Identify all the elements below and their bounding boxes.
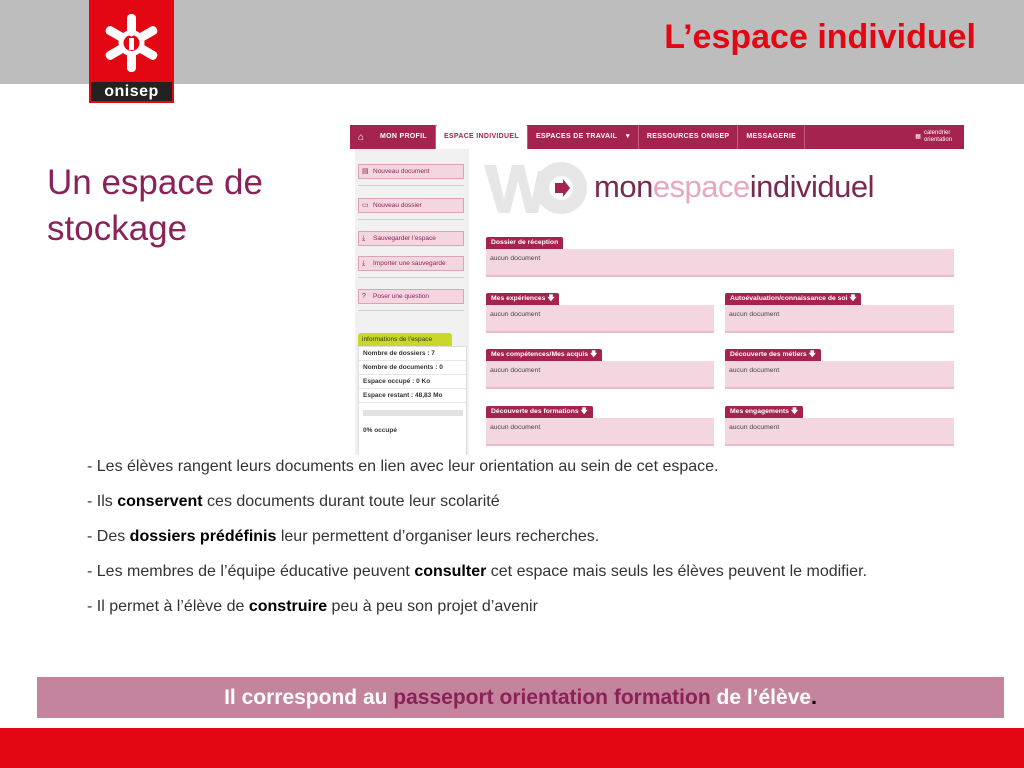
banner-highlight: passeport orientation formation <box>393 686 711 709</box>
arrow-down-icon: 🡇 <box>790 408 798 415</box>
usage-progress-bar <box>363 410 463 416</box>
arrow-down-icon: 🡇 <box>849 295 857 302</box>
new-folder-button[interactable] <box>358 198 464 213</box>
calendar-label-line2: orientation <box>923 137 952 143</box>
nav-tab-label: ESPACES DE TRAVAIL <box>535 133 618 140</box>
button-label: Importer une sauvegarde <box>373 260 446 267</box>
bullet-item <box>87 493 937 511</box>
info-row-used: Espace occupé : 0 Ko <box>359 375 466 389</box>
folder-title-experiences[interactable] <box>486 293 559 305</box>
arrow-down-icon: 🡇 <box>580 408 588 415</box>
bullet-text: ces documents durant toute leur scolarité <box>202 493 500 510</box>
info-row-documents: Nombre de documents : 0 <box>359 361 466 375</box>
banner-text: de l’élève <box>710 686 812 709</box>
folder-title-competences[interactable] <box>486 349 602 361</box>
top-nav <box>350 125 964 149</box>
divider <box>358 310 464 311</box>
folder-content-autoevaluation[interactable]: aucun document <box>725 305 954 333</box>
space-info-panel <box>358 346 467 455</box>
divider <box>358 277 464 278</box>
folder-title-formations[interactable] <box>486 406 593 418</box>
bullet-item <box>87 563 887 581</box>
save-space-button[interactable] <box>358 231 464 246</box>
home-icon[interactable]: ⌂ <box>357 131 365 143</box>
bullet-item <box>87 458 937 476</box>
calendar-label-line1: calendrier <box>923 130 951 136</box>
divider <box>358 185 464 186</box>
bullet-text: cet espace mais seuls les élèves peuvent le modifier. <box>486 563 867 580</box>
brand-wordmark <box>594 169 874 205</box>
bullet-item <box>87 598 937 616</box>
bullet-text: - Ils <box>87 493 118 510</box>
folder-title-metiers[interactable] <box>725 349 821 361</box>
flower-icon <box>99 8 164 78</box>
bullet-item <box>87 528 937 546</box>
banner-dot: . <box>811 686 817 709</box>
bullet-emphasis: construire <box>248 598 328 615</box>
folder-content-competences[interactable]: aucun document <box>486 361 714 389</box>
bullet-emphasis: consulter <box>414 563 487 580</box>
folder-title-label: Mes compétences/Mes acquis <box>491 351 589 358</box>
question-icon: ? <box>362 293 366 300</box>
calendar-icon: ▦ <box>915 133 921 140</box>
info-row-remaining: Espace restant : 48,83 Mo <box>359 389 466 403</box>
import-backup-button[interactable] <box>358 256 464 271</box>
nav-tab-messagerie[interactable]: MESSAGERIE <box>738 125 805 149</box>
bullet-text: - Des <box>87 528 130 545</box>
folder-title-label: Mes engagements <box>730 408 789 415</box>
bullet-text: peu à peu son projet d’avenir <box>327 598 538 615</box>
nav-tab-espace-individuel[interactable]: ESPACE INDIVIDUEL <box>436 125 528 149</box>
folder-content-reception[interactable]: aucun document <box>486 249 954 277</box>
folder-content-experiences[interactable]: aucun document <box>486 305 714 333</box>
folder-content-metiers[interactable]: aucun document <box>725 361 954 389</box>
slide-subtitle: Un espace de stockage <box>47 163 263 248</box>
import-icon: ⤓ <box>362 260 366 267</box>
onisep-logo <box>89 0 174 103</box>
bullet-emphasis: dossiers prédéfinis <box>129 528 277 545</box>
folder-title-engagements[interactable] <box>725 406 803 418</box>
button-label: Sauvegarder l’espace <box>373 235 436 242</box>
folder-title-label: Découverte des formations <box>491 408 579 415</box>
bullet-text: - Les membres de l’équipe éducative peuvent <box>87 563 415 580</box>
button-label: Nouveau document <box>373 168 430 175</box>
bullet-text: - Les élèves rangent leurs documents en lien avec leur orientation au sein de cet espace. <box>87 458 719 475</box>
ask-question-button[interactable] <box>358 289 464 304</box>
banner-text: Il correspond au <box>224 686 394 709</box>
space-info-tab[interactable]: informations de l’espace <box>358 333 452 346</box>
bullet-emphasis: conservent <box>117 493 203 510</box>
slide-title: L’espace individuel <box>664 18 976 56</box>
logo-text: onisep <box>91 82 172 101</box>
folder-title-label: Mes expériences <box>491 295 546 302</box>
bullet-text: leur permettent d’organiser leurs recherches. <box>276 528 600 545</box>
wo-logo-icon <box>482 161 592 216</box>
usage-percent: 0% occupé <box>363 427 397 434</box>
brand-part-espace: espace <box>652 169 750 204</box>
button-label: Nouveau dossier <box>373 202 422 209</box>
divider <box>358 219 464 220</box>
folder-title-autoevaluation[interactable] <box>725 293 861 305</box>
folder-content-engagements[interactable]: aucun document <box>725 418 954 446</box>
folder-title-reception[interactable]: Dossier de réception <box>486 237 563 249</box>
arrow-down-icon: 🡇 <box>547 295 555 302</box>
bullet-text: - Il permet à l’élève de <box>87 598 249 615</box>
brand-part-individuel: individuel <box>749 169 875 204</box>
button-label: Poser une question <box>373 293 430 300</box>
app-screenshot <box>350 125 964 455</box>
info-row-folders: Nombre de dossiers : 7 <box>359 347 466 361</box>
arrow-down-icon: 🡇 <box>808 351 816 358</box>
bullet-list <box>87 458 937 633</box>
document-icon: ▤ <box>362 168 369 175</box>
save-icon: ⤓ <box>362 235 366 242</box>
footer-bar <box>0 728 1024 768</box>
folder-content-formations[interactable]: aucun document <box>486 418 714 446</box>
sidebar <box>355 149 469 455</box>
summary-banner <box>37 677 1004 718</box>
arrow-down-icon: 🡇 <box>589 351 597 358</box>
caret-down-icon: ▾ <box>626 133 630 140</box>
folder-title-label: Découverte des métiers <box>730 351 807 358</box>
calendar-link[interactable] <box>915 130 952 144</box>
folder-title-label: Autoévaluation/connaissance de soi <box>730 295 848 302</box>
nav-tab-ressources-onisep[interactable]: RESSOURCES ONISEP <box>639 125 739 149</box>
folder-icon: ▭ <box>362 202 369 209</box>
brand-part-mon: mon <box>594 169 653 204</box>
new-document-button[interactable] <box>358 164 464 179</box>
nav-tab-espaces-de-travail[interactable] <box>528 125 639 149</box>
nav-tab-mon-profil[interactable]: MON PROFIL <box>372 125 436 149</box>
